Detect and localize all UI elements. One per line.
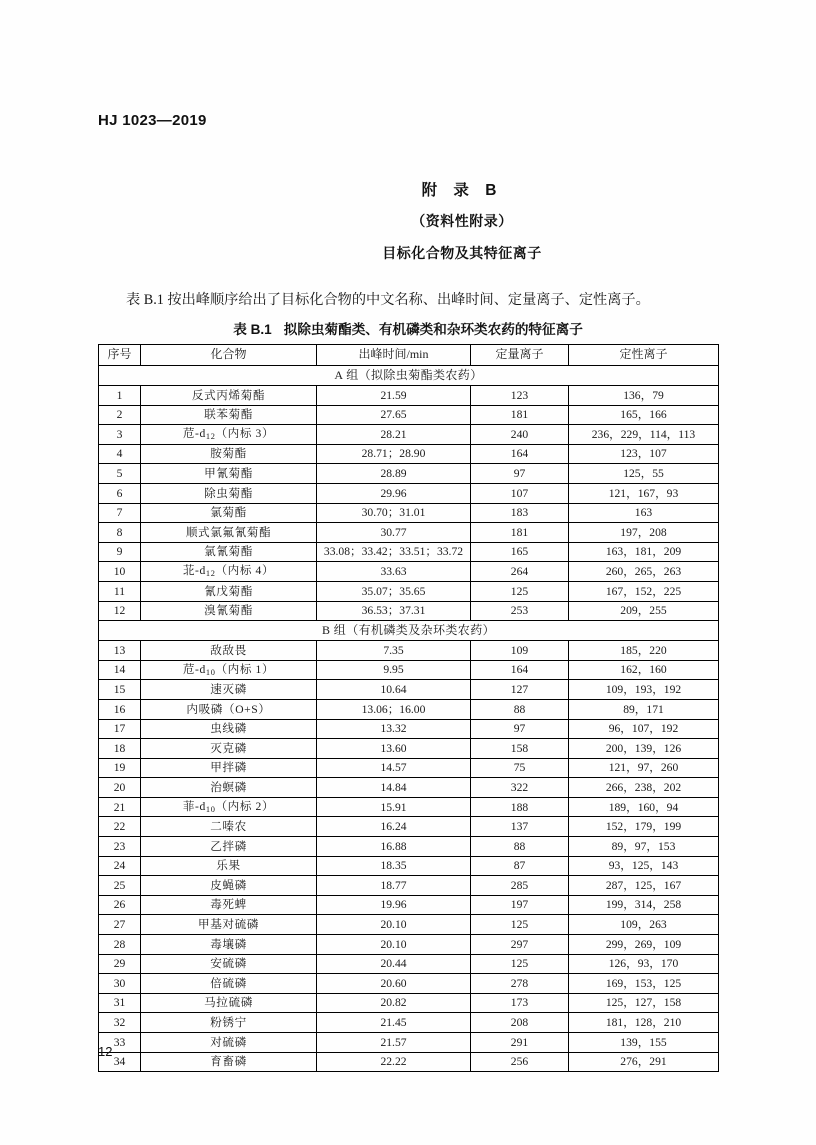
table-row xyxy=(99,895,719,915)
cell-retention-time: 20.10 xyxy=(317,935,471,955)
cell-retention-time: 36.53；37.31 xyxy=(317,601,471,621)
running-header: HJ 1023—2019 xyxy=(98,112,207,129)
table-row xyxy=(99,1033,719,1053)
table-row xyxy=(99,503,719,523)
cell-quantifier-ion: 125 xyxy=(471,581,569,601)
table-row xyxy=(99,837,719,857)
cell-qualifier-ions: 89，97，153 xyxy=(569,837,719,857)
cell-compound-name: 胺菊酯 xyxy=(141,444,317,464)
table-row xyxy=(99,935,719,955)
cell-compound-name: 联苯菊酯 xyxy=(141,405,317,425)
cell-index: 27 xyxy=(99,915,141,935)
cell-compound-name: 甲基对硫磷 xyxy=(141,915,317,935)
cell-index: 26 xyxy=(99,895,141,915)
table-row xyxy=(99,758,719,778)
table-row xyxy=(99,444,719,464)
table-row xyxy=(99,739,719,759)
cell-index: 22 xyxy=(99,817,141,837)
cell-retention-time: 21.45 xyxy=(317,1013,471,1033)
table-body xyxy=(99,366,719,1072)
cell-qualifier-ions: 200，139，126 xyxy=(569,739,719,759)
cell-compound-name: 甲拌磷 xyxy=(141,758,317,778)
cell-compound-name: 皮蝇磷 xyxy=(141,876,317,896)
cell-qualifier-ions: 121，167，93 xyxy=(569,483,719,503)
cell-index: 21 xyxy=(99,797,141,817)
cell-quantifier-ion: 264 xyxy=(471,562,569,582)
cell-compound-name: 苊$-d_{12}$（内标 3） xyxy=(141,425,317,445)
appendix-title: 附 录 B xyxy=(421,182,503,199)
cell-retention-time: 13.60 xyxy=(317,739,471,759)
cell-quantifier-ion: 97 xyxy=(471,464,569,484)
cell-quantifier-ion: 173 xyxy=(471,993,569,1013)
cell-qualifier-ions: 139，155 xyxy=(569,1033,719,1053)
table-row xyxy=(99,699,719,719)
table-row xyxy=(99,1052,719,1072)
column-header-time: 出峰时间/min xyxy=(317,345,471,366)
cell-compound-name: 倍硫磷 xyxy=(141,974,317,994)
table-row xyxy=(99,562,719,582)
cell-compound-name: 顺式氯氟氰菊酯 xyxy=(141,523,317,543)
cell-retention-time: 13.06；16.00 xyxy=(317,699,471,719)
cell-qualifier-ions: 109，193，192 xyxy=(569,680,719,700)
cell-quantifier-ion: 88 xyxy=(471,699,569,719)
cell-index: 10 xyxy=(99,562,141,582)
cell-qualifier-ions: 181，128，210 xyxy=(569,1013,719,1033)
cell-retention-time: 20.10 xyxy=(317,915,471,935)
table-row xyxy=(99,425,719,445)
cell-quantifier-ion: 125 xyxy=(471,954,569,974)
cell-index: 20 xyxy=(99,778,141,798)
cell-qualifier-ions: 96，107，192 xyxy=(569,719,719,739)
cell-compound-name: 治螟磷 xyxy=(141,778,317,798)
cell-index: 29 xyxy=(99,954,141,974)
cell-retention-time: 16.88 xyxy=(317,837,471,857)
table-caption-text: 拟除虫菊酯类、有机磷类和杂环类农药的特征离子 xyxy=(283,322,583,337)
cell-retention-time: 35.07；35.65 xyxy=(317,581,471,601)
cell-quantifier-ion: 123 xyxy=(471,386,569,406)
table-row xyxy=(99,993,719,1013)
cell-index: 28 xyxy=(99,935,141,955)
cell-qualifier-ions: 125，127，158 xyxy=(569,993,719,1013)
cell-qualifier-ions: 126，93，170 xyxy=(569,954,719,974)
table-row xyxy=(99,974,719,994)
cell-qualifier-ions: 162，160 xyxy=(569,660,719,680)
cell-qualifier-ions: 299，269，109 xyxy=(569,935,719,955)
cell-index: 17 xyxy=(99,719,141,739)
cell-retention-time: 16.24 xyxy=(317,817,471,837)
table-row xyxy=(99,483,719,503)
column-header-name: 化合物 xyxy=(141,345,317,366)
cell-retention-time: 21.59 xyxy=(317,386,471,406)
cell-quantifier-ion: 183 xyxy=(471,503,569,523)
table-row xyxy=(99,915,719,935)
ions-table xyxy=(98,344,719,1072)
cell-qualifier-ions: 93，125，143 xyxy=(569,856,719,876)
table-caption xyxy=(98,318,718,338)
table-row xyxy=(99,856,719,876)
cell-retention-time: 30.77 xyxy=(317,523,471,543)
table-header-row xyxy=(99,345,719,366)
cell-quantifier-ion: 297 xyxy=(471,935,569,955)
table-row xyxy=(99,719,719,739)
cell-retention-time: 21.57 xyxy=(317,1033,471,1053)
table-header xyxy=(99,345,719,366)
table-row xyxy=(99,601,719,621)
table-row xyxy=(99,641,719,661)
cell-compound-name: 对硫磷 xyxy=(141,1033,317,1053)
cell-qualifier-ions: 185，220 xyxy=(569,641,719,661)
cell-quantifier-ion: 97 xyxy=(471,719,569,739)
table-row xyxy=(99,386,719,406)
cell-index: 25 xyxy=(99,876,141,896)
cell-index: 8 xyxy=(99,523,141,543)
cell-quantifier-ion: 291 xyxy=(471,1033,569,1053)
cell-index: 34 xyxy=(99,1052,141,1072)
cell-quantifier-ion: 181 xyxy=(471,523,569,543)
cell-retention-time: 30.70；31.01 xyxy=(317,503,471,523)
cell-quantifier-ion: 278 xyxy=(471,974,569,994)
cell-qualifier-ions: 266，238，202 xyxy=(569,778,719,798)
cell-compound-name: 反式丙烯菊酯 xyxy=(141,386,317,406)
cell-qualifier-ions: 169，153，125 xyxy=(569,974,719,994)
column-header-qual: 定性离子 xyxy=(569,345,719,366)
table-group-row xyxy=(99,366,719,386)
cell-index: 4 xyxy=(99,444,141,464)
cell-retention-time: 7.35 xyxy=(317,641,471,661)
cell-retention-time: 13.32 xyxy=(317,719,471,739)
cell-quantifier-ion: 256 xyxy=(471,1052,569,1072)
cell-retention-time: 22.22 xyxy=(317,1052,471,1072)
cell-quantifier-ion: 240 xyxy=(471,425,569,445)
cell-qualifier-ions: 123，107 xyxy=(569,444,719,464)
cell-index: 18 xyxy=(99,739,141,759)
cell-quantifier-ion: 109 xyxy=(471,641,569,661)
column-header-quant: 定量离子 xyxy=(471,345,569,366)
cell-index: 33 xyxy=(99,1033,141,1053)
cell-quantifier-ion: 158 xyxy=(471,739,569,759)
cell-index: 31 xyxy=(99,993,141,1013)
cell-index: 30 xyxy=(99,974,141,994)
cell-retention-time: 20.44 xyxy=(317,954,471,974)
table-row xyxy=(99,660,719,680)
cell-retention-time: 27.65 xyxy=(317,405,471,425)
cell-retention-time: 28.71；28.90 xyxy=(317,444,471,464)
cell-retention-time: 15.91 xyxy=(317,797,471,817)
cell-compound-name: 马拉硫磷 xyxy=(141,993,317,1013)
cell-qualifier-ions: 260，265，263 xyxy=(569,562,719,582)
cell-index: 24 xyxy=(99,856,141,876)
cell-qualifier-ions: 163，181，209 xyxy=(569,542,719,562)
cell-compound-name: 乙拌磷 xyxy=(141,837,317,857)
cell-retention-time: 14.84 xyxy=(317,778,471,798)
page-number: 12 xyxy=(98,1044,113,1059)
cell-compound-name: 苊$-d_{10}$（内标 1） xyxy=(141,660,317,680)
cell-compound-name: 苝$-d_{12}$（内标 4） xyxy=(141,562,317,582)
cell-compound-name: 毒死蜱 xyxy=(141,895,317,915)
cell-qualifier-ions: 152，179，199 xyxy=(569,817,719,837)
cell-index: 11 xyxy=(99,581,141,601)
cell-retention-time: 29.96 xyxy=(317,483,471,503)
cell-quantifier-ion: 125 xyxy=(471,915,569,935)
cell-compound-name: 内吸磷（O+S） xyxy=(141,699,317,719)
cell-quantifier-ion: 137 xyxy=(471,817,569,837)
cell-qualifier-ions: 109，263 xyxy=(569,915,719,935)
cell-qualifier-ions: 167，152，225 xyxy=(569,581,719,601)
appendix-title-block xyxy=(0,178,816,263)
intro-paragraph: 表 B.1 按出峰顺序给出了目标化合物的中文名称、出峰时间、定量离子、定性离子。 xyxy=(126,292,650,308)
cell-quantifier-ion: 107 xyxy=(471,483,569,503)
column-header-no: 序号 xyxy=(99,345,141,366)
cell-compound-name: 灭克磷 xyxy=(141,739,317,759)
table-row xyxy=(99,778,719,798)
cell-quantifier-ion: 75 xyxy=(471,758,569,778)
cell-retention-time: 20.82 xyxy=(317,993,471,1013)
cell-index: 9 xyxy=(99,542,141,562)
cell-index: 7 xyxy=(99,503,141,523)
cell-index: 2 xyxy=(99,405,141,425)
cell-retention-time: 28.21 xyxy=(317,425,471,445)
cell-qualifier-ions: 89，171 xyxy=(569,699,719,719)
cell-qualifier-ions: 136，79 xyxy=(569,386,719,406)
cell-compound-name: 氯菊酯 xyxy=(141,503,317,523)
cell-quantifier-ion: 164 xyxy=(471,444,569,464)
cell-index: 12 xyxy=(99,601,141,621)
cell-retention-time: 33.08；33.42；33.51；33.72 xyxy=(317,542,471,562)
cell-quantifier-ion: 181 xyxy=(471,405,569,425)
cell-compound-name: 毒壤磷 xyxy=(141,935,317,955)
table-row xyxy=(99,817,719,837)
cell-index: 13 xyxy=(99,641,141,661)
cell-index: 23 xyxy=(99,837,141,857)
cell-quantifier-ion: 164 xyxy=(471,660,569,680)
cell-compound-name: 乐果 xyxy=(141,856,317,876)
cell-qualifier-ions: 197，208 xyxy=(569,523,719,543)
cell-compound-name: 除虫菊酯 xyxy=(141,483,317,503)
table-caption-number: 表 B.1 xyxy=(233,322,272,337)
cell-quantifier-ion: 87 xyxy=(471,856,569,876)
cell-quantifier-ion: 322 xyxy=(471,778,569,798)
table-row xyxy=(99,1013,719,1033)
cell-retention-time: 10.64 xyxy=(317,680,471,700)
cell-quantifier-ion: 188 xyxy=(471,797,569,817)
cell-retention-time: 18.35 xyxy=(317,856,471,876)
table-row xyxy=(99,405,719,425)
table-row xyxy=(99,581,719,601)
cell-index: 19 xyxy=(99,758,141,778)
cell-index: 3 xyxy=(99,425,141,445)
cell-compound-name: 速灭磷 xyxy=(141,680,317,700)
table-row xyxy=(99,680,719,700)
cell-compound-name: 氯氰菊酯 xyxy=(141,542,317,562)
table-row xyxy=(99,523,719,543)
cell-index: 32 xyxy=(99,1013,141,1033)
cell-compound-name: 育畜磷 xyxy=(141,1052,317,1072)
cell-quantifier-ion: 88 xyxy=(471,837,569,857)
cell-qualifier-ions: 163 xyxy=(569,503,719,523)
cell-compound-name: 菲$-d_{10}$（内标 2） xyxy=(141,797,317,817)
cell-retention-time: 20.60 xyxy=(317,974,471,994)
cell-qualifier-ions: 236，229，114，113 xyxy=(569,425,719,445)
cell-index: 16 xyxy=(99,699,141,719)
cell-quantifier-ion: 285 xyxy=(471,876,569,896)
cell-qualifier-ions: 189，160，94 xyxy=(569,797,719,817)
table-row xyxy=(99,797,719,817)
cell-index: 14 xyxy=(99,660,141,680)
table-group-label: B 组（有机磷类及杂环类农药） xyxy=(99,621,719,641)
cell-retention-time: 9.95 xyxy=(317,660,471,680)
cell-compound-name: 甲氰菊酯 xyxy=(141,464,317,484)
cell-compound-name: 溴氰菊酯 xyxy=(141,601,317,621)
cell-qualifier-ions: 209，255 xyxy=(569,601,719,621)
appendix-heading: 目标化合物及其特征离子 xyxy=(382,245,542,261)
cell-qualifier-ions: 125，55 xyxy=(569,464,719,484)
cell-retention-time: 18.77 xyxy=(317,876,471,896)
cell-quantifier-ion: 127 xyxy=(471,680,569,700)
appendix-subtitle: （资料性附录） xyxy=(411,213,513,229)
cell-retention-time: 33.63 xyxy=(317,562,471,582)
cell-compound-name: 敌敌畏 xyxy=(141,641,317,661)
cell-qualifier-ions: 165，166 xyxy=(569,405,719,425)
cell-index: 6 xyxy=(99,483,141,503)
table-row xyxy=(99,876,719,896)
cell-qualifier-ions: 287，125，167 xyxy=(569,876,719,896)
table-group-label: A 组（拟除虫菊酯类农药） xyxy=(99,366,719,386)
table-row xyxy=(99,954,719,974)
table-row xyxy=(99,464,719,484)
cell-index: 1 xyxy=(99,386,141,406)
cell-index: 15 xyxy=(99,680,141,700)
cell-compound-name: 二嗪农 xyxy=(141,817,317,837)
cell-qualifier-ions: 276，291 xyxy=(569,1052,719,1072)
cell-compound-name: 虫线磷 xyxy=(141,719,317,739)
cell-quantifier-ion: 165 xyxy=(471,542,569,562)
cell-retention-time: 14.57 xyxy=(317,758,471,778)
table-row xyxy=(99,542,719,562)
cell-compound-name: 粉锈宁 xyxy=(141,1013,317,1033)
cell-compound-name: 氰戊菊酯 xyxy=(141,581,317,601)
cell-retention-time: 19.96 xyxy=(317,895,471,915)
cell-qualifier-ions: 199，314，258 xyxy=(569,895,719,915)
cell-compound-name: 安硫磷 xyxy=(141,954,317,974)
cell-quantifier-ion: 197 xyxy=(471,895,569,915)
cell-quantifier-ion: 208 xyxy=(471,1013,569,1033)
cell-retention-time: 28.89 xyxy=(317,464,471,484)
cell-index: 5 xyxy=(99,464,141,484)
cell-quantifier-ion: 253 xyxy=(471,601,569,621)
table-group-row xyxy=(99,621,719,641)
cell-qualifier-ions: 121，97，260 xyxy=(569,758,719,778)
